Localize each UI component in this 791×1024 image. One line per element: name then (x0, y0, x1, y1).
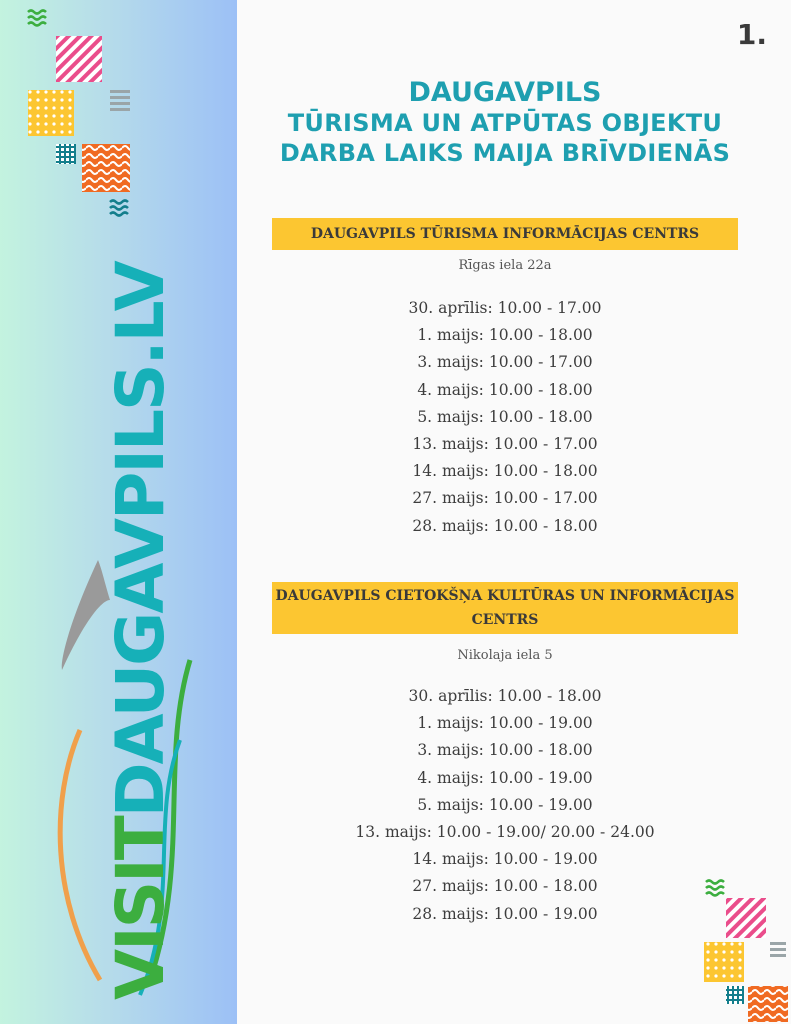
logo-daugavpils: DAUGAVPILS.LV (102, 262, 179, 818)
section-2-hours-list (272, 683, 738, 928)
title-line-3: DARBA LAIKS MAIJA BRĪVDIENĀS (279, 139, 731, 167)
logo-visit: VISIT (102, 817, 179, 1000)
hours-item: 28. maijs: 10.00 - 19.00 (412, 904, 598, 923)
section-2-header-line-2: CENTRS (471, 612, 539, 628)
hours-item: 3. maijs: 10.00 - 17.00 (417, 353, 593, 372)
sidebar-banner (0, 0, 237, 1024)
hours-item: 1. maijs: 10.00 - 19.00 (417, 714, 593, 733)
hours-item: 13. maijs: 10.00 - 17.00 (412, 434, 598, 453)
hours-item: 13. maijs: 10.00 - 19.00/ 20.00 - 24.00 (355, 822, 655, 841)
decorative-pattern-top (26, 8, 134, 223)
title-line-2: TŪRISMA UN ATPŪTAS OBJEKTU (287, 109, 723, 137)
hours-item: 30. aprīlis: 10.00 - 17.00 (408, 299, 602, 317)
hours-item: 3. maijs: 10.00 - 18.00 (417, 741, 593, 760)
page-title (270, 78, 740, 168)
hours-item: 1. maijs: 10.00 - 18.00 (417, 326, 593, 345)
hours-item: 4. maijs: 10.00 - 18.00 (417, 380, 593, 399)
hours-item: 28. maijs: 10.00 - 18.00 (412, 516, 598, 535)
hours-item: 4. maijs: 10.00 - 19.00 (417, 768, 593, 787)
section-2-header (272, 582, 738, 634)
hours-item: 5. maijs: 10.00 - 19.00 (417, 795, 593, 814)
hours-item: 14. maijs: 10.00 - 18.00 (412, 462, 598, 481)
page-number: 1. (736, 18, 767, 51)
section-1-hours-list (272, 295, 738, 540)
section-1-header: DAUGAVPILS TŪRISMA INFORMĀCIJAS CENTRS (272, 218, 738, 250)
hours-item: 27. maijs: 10.00 - 18.00 (412, 877, 598, 896)
section-2-header-line-1: DAUGAVPILS CIETOKŠŅA KULTŪRAS UN INFORMĀCIJAS (275, 588, 735, 604)
visitdaugavpils-logo (102, 262, 179, 1000)
section-2-address: Nikolaja iela 5 (457, 648, 553, 663)
hours-item: 27. maijs: 10.00 - 17.00 (412, 489, 598, 508)
section-1-address: Rīgas iela 22a (458, 258, 552, 273)
decorative-pattern-bottom (704, 876, 788, 1022)
hours-item: 14. maijs: 10.00 - 19.00 (412, 850, 598, 869)
hours-item: 5. maijs: 10.00 - 18.00 (417, 407, 593, 426)
hours-item: 30. aprīlis: 10.00 - 18.00 (408, 687, 602, 705)
title-line-1: DAUGAVPILS (408, 77, 602, 108)
